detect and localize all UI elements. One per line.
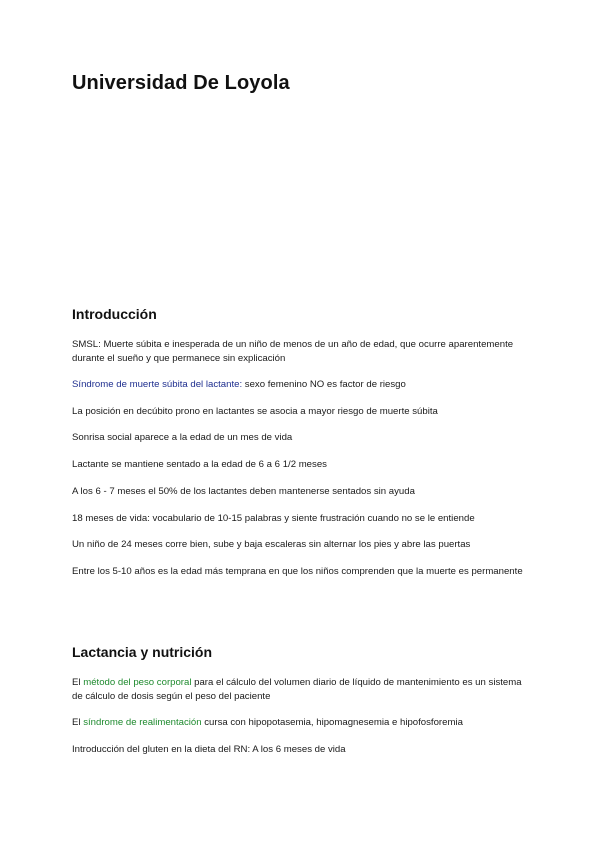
paragraph-suffix: para el cálculo del volumen diario de líquido de mantenimiento es un sistema de cálculo de dosis según el peso del paciente: [72, 677, 522, 702]
paragraph-gluten: Introducción del gluten en la dieta del RN: A los 6 meses de vida: [72, 744, 346, 755]
highlighted-term: método del peso corporal: [83, 677, 192, 688]
paragraph-suffix: sexo femenino NO es factor de riesgo: [242, 379, 406, 390]
paragraph-suffix: cursa con hipopotasemia, hipomagnesemia e hipofosforemia: [201, 717, 463, 728]
paragraph-sitting-unaided: A los 6 - 7 meses el 50% de los lactantes deben mantenerse sentados sin ayuda: [72, 486, 415, 497]
paragraph-prone-position: La posición en decúbito prono en lactantes se asocia a mayor riesgo de muerte súbita: [72, 406, 438, 417]
section-heading-introduccion: Introducción: [72, 306, 157, 322]
section-heading-lactancia: Lactancia y nutrición: [72, 644, 213, 660]
paragraph-body-weight-method: [72, 676, 528, 703]
paragraph-sitting: Lactante se mantiene sentado a la edad de 6 a 6 1/2 meses: [72, 459, 327, 470]
paragraph-prefix: El: [72, 677, 84, 688]
paragraph-death-concept: Entre los 5-10 años es la edad más temprana en que los niños comprenden que la muerte es permanente: [72, 566, 523, 577]
highlighted-term: síndrome de realimentación: [83, 717, 202, 728]
highlighted-term: Síndrome de muerte súbita del lactante:: [72, 379, 243, 390]
paragraph-vocabulary: 18 meses de vida: vocabulario de 10-15 palabras y siente frustración cuando no se le entiende: [72, 513, 475, 524]
paragraph-smsl-risk: [72, 378, 528, 392]
paragraph-smsl-definition: SMSL: Muerte súbita e inesperada de un niño de menos de un año de edad, que ocurre aparentemente durante el sueño y que permanece sin explicación: [72, 339, 514, 364]
paragraph-24-months: Un niño de 24 meses corre bien, sube y baja escaleras sin alternar los pies y abre las puertas: [72, 539, 471, 550]
document-title: Universidad De Loyola: [72, 72, 290, 94]
paragraph-social-smile: Sonrisa social aparece a la edad de un mes de vida: [72, 432, 293, 443]
paragraph-refeeding-syndrome: [72, 716, 528, 730]
paragraph-prefix: El: [72, 717, 84, 728]
